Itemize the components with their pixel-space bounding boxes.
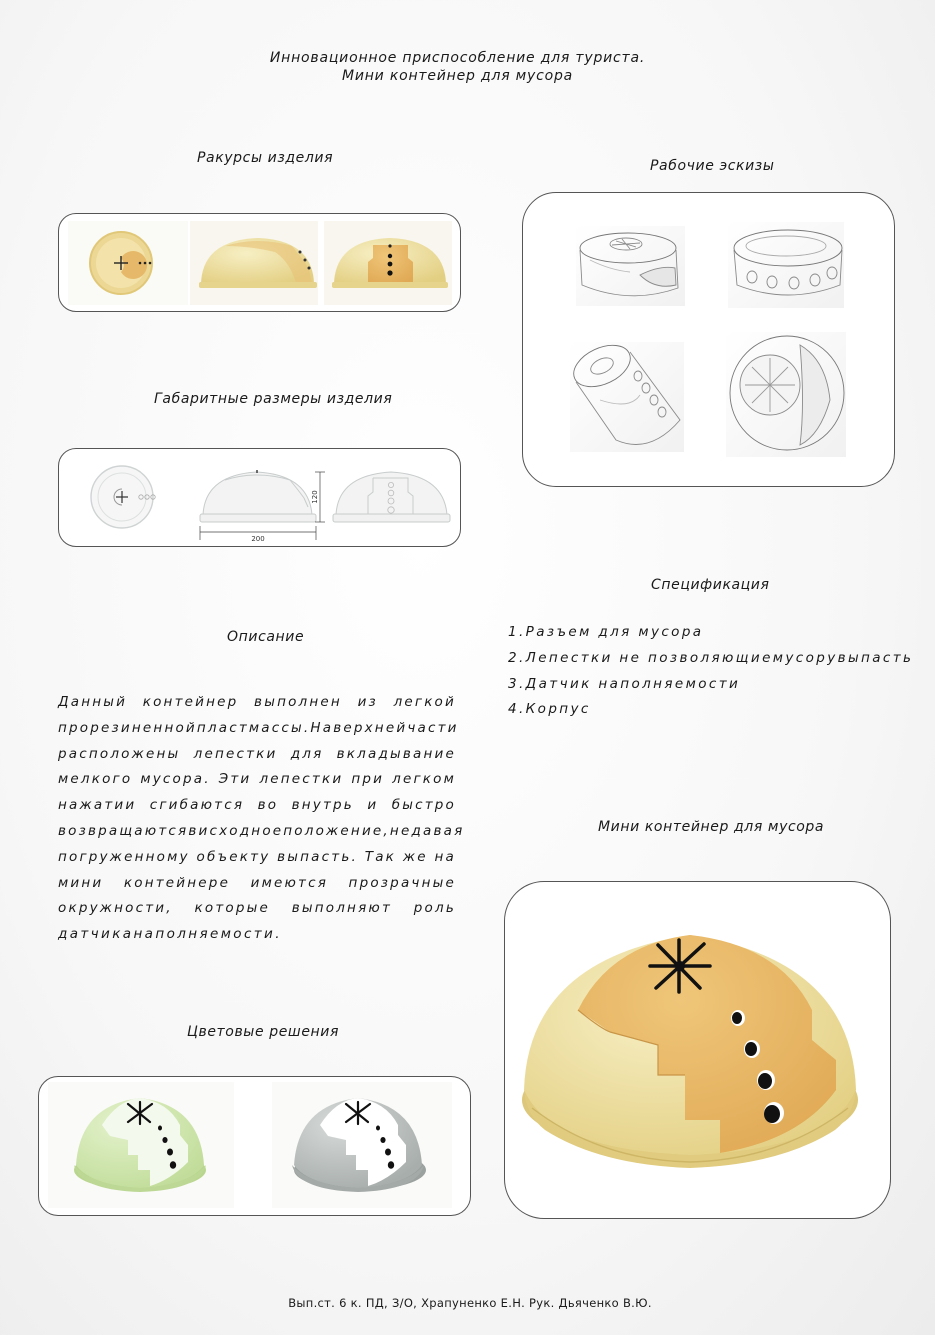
description-line: прорезиненнойпластмассы.Наверхнейчасти <box>58 719 459 736</box>
page-title-line2: Мини контейнер для мусора <box>341 68 574 84</box>
dim-height-label: 120 <box>311 490 319 504</box>
description-line: датчиканаполняемости. <box>58 926 282 943</box>
color-variant-green <box>48 1082 234 1208</box>
description-line: погруженному объекту выпасть. Так же на <box>58 848 456 865</box>
dims-front-view <box>333 472 450 522</box>
spec-item: 2.Лепестки не позволяющиемусорувыпасть <box>508 649 914 666</box>
sketches-heading: Рабочие эскизы <box>650 158 775 174</box>
description-line: окружности, которые выполняют роль <box>58 900 456 917</box>
description-heading: Описание <box>227 629 305 645</box>
views-side-view <box>190 221 318 305</box>
dimensions-heading: Габаритные размеры изделия <box>154 391 393 407</box>
views-front-view <box>324 221 452 305</box>
sketch-3 <box>567 337 684 452</box>
footer-credits: Вып.ст. 6 к. ПД, З/О, Храпуненко Е.Н. Рук. Дьяченко В.Ю. <box>288 1296 652 1310</box>
spec-item: 3.Датчик наполняемости <box>508 675 741 692</box>
dims-top-view <box>91 466 155 528</box>
colors-heading: Цветовые решения <box>187 1024 340 1040</box>
views-heading: Ракурсы изделия <box>197 150 334 166</box>
views-top-view <box>68 221 188 305</box>
main-render-heading: Мини контейнер для мусора <box>598 819 825 835</box>
sketch-4 <box>726 332 846 457</box>
main-render <box>522 935 858 1168</box>
spec-item: 1.Разъем для мусора <box>508 624 704 640</box>
description-line: расположены лепестки для вкладывание <box>58 745 456 762</box>
description-line: возвращаютсявисходноеположение,недавая <box>58 822 465 839</box>
description-line: Данный контейнер выполнен из легкой <box>58 694 456 710</box>
specification-heading: Спецификация <box>651 577 770 593</box>
sketch-1 <box>576 226 685 306</box>
spec-item: 4.Корпус <box>508 701 591 718</box>
dim-width-label: 200 <box>251 535 265 543</box>
description-text <box>58 690 465 948</box>
specification-list <box>508 620 913 723</box>
page-title-line1: Инновационное приспособление для туриста. <box>269 50 646 66</box>
description-line: нажатии сгибаются во внутрь и быстро <box>58 797 456 814</box>
description-line: мелкого мусора. Эти лепестки при легком <box>58 771 456 788</box>
color-variant-gray <box>272 1082 452 1208</box>
description-line: мини контейнере имеются прозрачные <box>58 874 456 891</box>
dims-side-view <box>200 470 325 543</box>
sketch-2 <box>728 222 844 308</box>
